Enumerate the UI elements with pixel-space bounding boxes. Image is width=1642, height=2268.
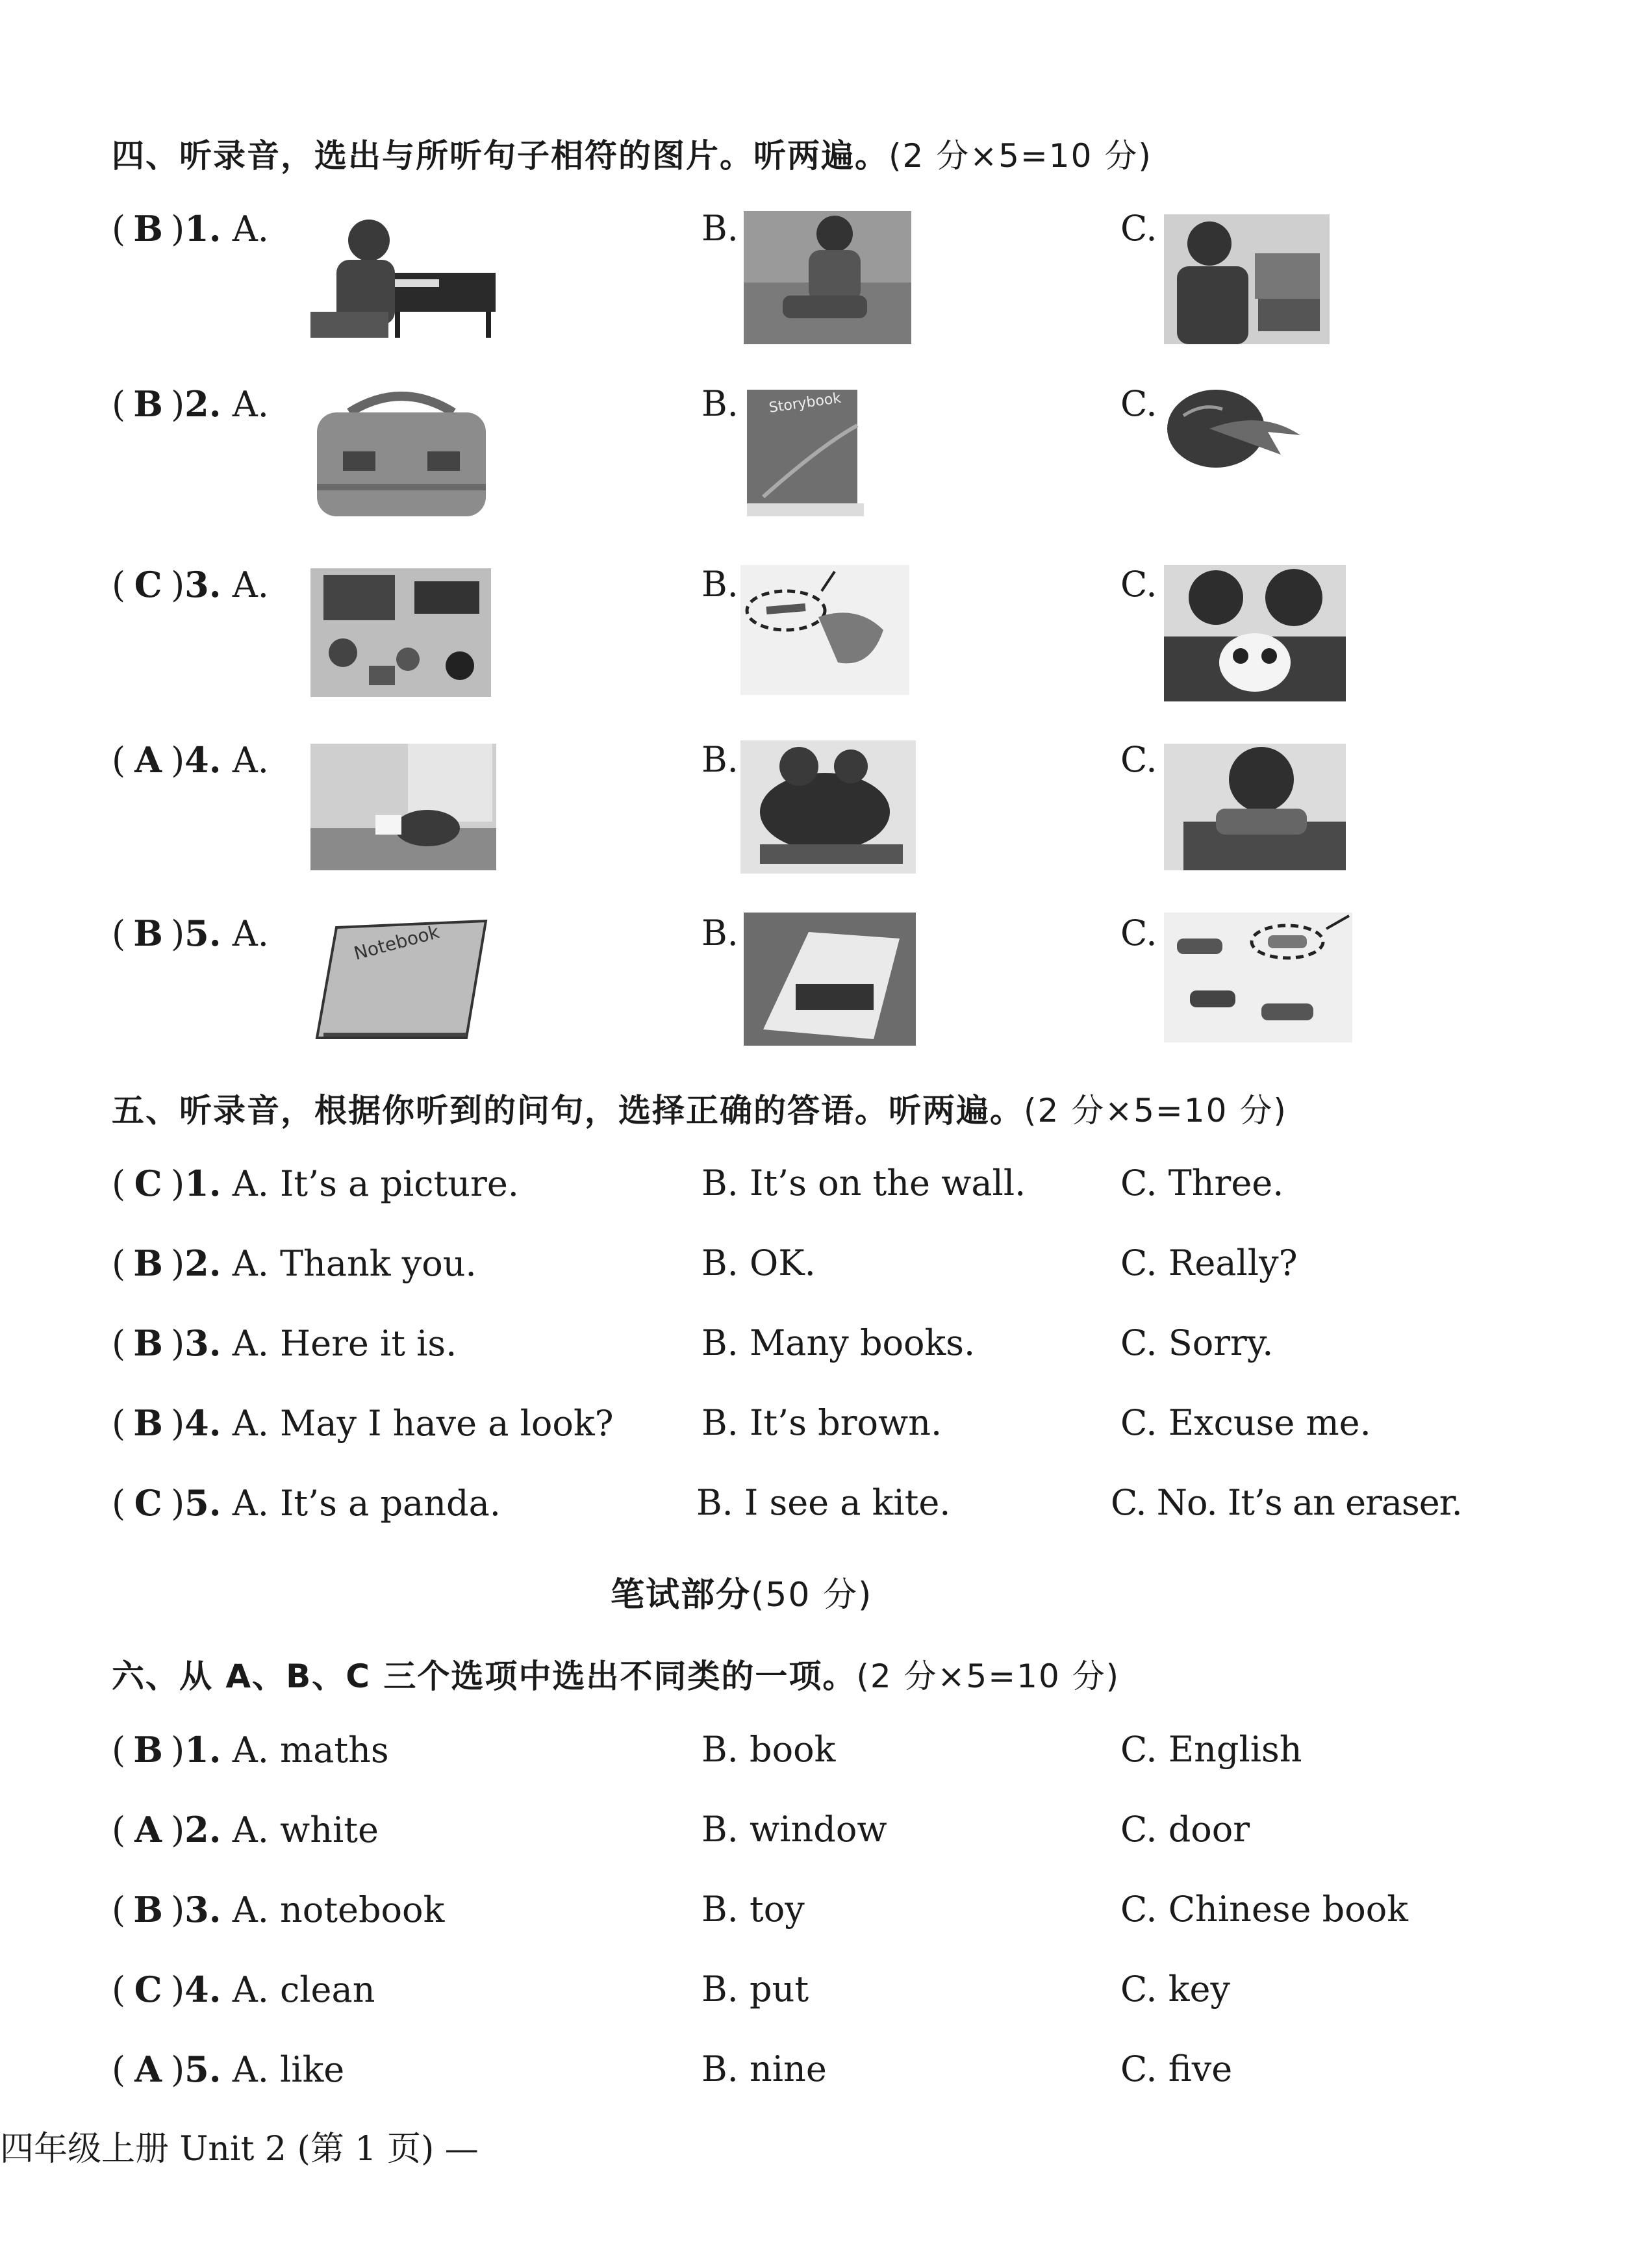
- option-a-label: A.: [232, 564, 269, 605]
- question-number: 4.: [184, 1402, 221, 1444]
- answer-mark: B: [133, 383, 163, 425]
- option-a: A. notebook: [232, 1889, 445, 1930]
- question-number: 2.: [184, 1809, 221, 1850]
- page-footer: 四年级上册 Unit 2 (第 1 页) —: [0, 2130, 479, 2169]
- answer-mark: C: [134, 1482, 162, 1524]
- answer-mark: C: [134, 1969, 162, 2010]
- s6-q3: ( B )3. A. notebook: [112, 1889, 445, 1930]
- answer-mark: B: [133, 1729, 163, 1770]
- answer-mark: C: [134, 564, 162, 605]
- s6-q4-option-c: C. key: [1120, 1969, 1230, 2010]
- s6-q1-option-c: C. English: [1120, 1729, 1302, 1770]
- s6-q3-option-b: B. toy: [701, 1889, 805, 1930]
- storybook-cover-text: Storybook: [768, 390, 842, 416]
- option-a-label: A.: [232, 384, 269, 425]
- boy-toy-box-image: [1164, 214, 1330, 344]
- option-a: A. Here it is.: [232, 1323, 457, 1364]
- cat-on-rug-image: [740, 740, 916, 874]
- s5-q4: ( B )4. A. May I have a look?: [112, 1402, 614, 1444]
- s6-q5: ( A )5. A. like: [112, 2048, 345, 2090]
- s5-q1-option-b: B. It’s on the wall.: [701, 1163, 1026, 1203]
- schoolbag-image: [310, 386, 492, 520]
- s6-q5-option-b: B. nine: [701, 2048, 827, 2089]
- question-number: 2.: [184, 1242, 221, 1284]
- written-part-title: [611, 1567, 872, 1616]
- question-number: 1.: [184, 1163, 221, 1204]
- s6-q2-option-b: B. window: [701, 1809, 887, 1850]
- s6-q1-option-b: B. book: [701, 1729, 836, 1770]
- s4-q2-b-label: B.: [701, 383, 739, 424]
- option-a-label: A.: [232, 740, 269, 781]
- s5-q4-option-c: C. Excuse me.: [1120, 1402, 1371, 1443]
- s4-q2-c-label: C.: [1120, 383, 1157, 424]
- s5-q3-option-c: C. Sorry.: [1120, 1322, 1274, 1363]
- question-number: 4.: [184, 739, 221, 781]
- s5-q5-option-c: C. No. It’s an eraser.: [1111, 1482, 1462, 1523]
- answer-mark: B: [133, 1322, 163, 1364]
- option-a-label: A.: [232, 913, 269, 954]
- s4-q5-b-label: B.: [701, 913, 739, 953]
- question-number: 3.: [184, 564, 221, 605]
- question-number: 1.: [184, 208, 221, 249]
- section6-heading: [112, 1650, 1120, 1697]
- toys-on-table-image: [310, 568, 491, 697]
- s5-q2: ( B )2. A. Thank you.: [112, 1242, 477, 1284]
- notebook-cover-text: Notebook: [351, 921, 442, 964]
- section6-score: (2 分×5=10 分): [856, 1657, 1120, 1695]
- section4-score: (2 分×5=10 分): [889, 137, 1152, 175]
- answer-mark: A: [134, 1809, 162, 1850]
- s4-q4: ( A )4. A.: [112, 739, 269, 781]
- s5-q1-option-c: C. Three.: [1120, 1163, 1284, 1203]
- girl-sitting-floor-image: [744, 211, 911, 344]
- piano-girl-image: [310, 214, 499, 338]
- written-title-text: 笔试部分: [611, 1576, 752, 1615]
- s4-q5-c-label: C.: [1120, 913, 1157, 953]
- girl-at-table-image: [1164, 744, 1346, 870]
- question-number: 4.: [184, 1969, 221, 2010]
- answer-mark: C: [134, 1163, 162, 1204]
- s4-q3-b-label: B.: [701, 564, 739, 605]
- circled-toys-image: [1164, 913, 1352, 1042]
- s4-q4-c-label: C.: [1120, 739, 1157, 780]
- answer-mark: B: [133, 208, 163, 249]
- s4-q1: ( B )1. A.: [112, 208, 269, 249]
- s6-q2: ( A )2. A. white: [112, 1809, 379, 1850]
- s5-q4-option-b: B. It’s brown.: [701, 1402, 942, 1443]
- answer-mark: B: [133, 1889, 163, 1930]
- s6-q4-option-b: B. put: [701, 1969, 809, 2010]
- s5-q5: ( C )5. A. It’s a panda.: [112, 1482, 501, 1524]
- answer-mark: B: [133, 913, 163, 954]
- option-a: A. May I have a look?: [232, 1403, 614, 1444]
- s4-q3: ( C )3. A.: [112, 564, 269, 605]
- s4-q5: ( B )5. A.: [112, 913, 269, 954]
- question-number: 1.: [184, 1729, 221, 1770]
- question-number: 3.: [184, 1322, 221, 1364]
- s4-q1-b-label: B.: [701, 208, 739, 249]
- fish-ball-image: [1164, 383, 1307, 474]
- s4-q2: ( B )2. A.: [112, 383, 269, 425]
- option-a: A. maths: [232, 1730, 389, 1770]
- section5-score: (2 分×5=10 分): [1024, 1092, 1287, 1129]
- option-a-label: A.: [232, 208, 269, 249]
- s4-q3-c-label: C.: [1120, 564, 1157, 605]
- section5-heading: [112, 1085, 1287, 1131]
- section6-heading-text: 六、从 A、B、C 三个选项中选出不同类的一项。: [112, 1657, 857, 1695]
- option-a: A. clean: [232, 1969, 375, 2010]
- question-number: 5.: [184, 2048, 221, 2090]
- s6-q5-option-c: C. five: [1120, 2048, 1233, 2089]
- s5-q3: ( B )3. A. Here it is.: [112, 1322, 457, 1364]
- answer-mark: B: [133, 1402, 163, 1444]
- section4-heading: [112, 130, 1152, 177]
- s5-q1: ( C )1. A. It’s a picture.: [112, 1163, 519, 1204]
- storybook-image: [744, 386, 867, 520]
- question-number: 5.: [184, 1482, 221, 1524]
- s6-q3-option-c: C. Chinese book: [1120, 1889, 1408, 1930]
- s6-q2-option-c: C. door: [1120, 1809, 1250, 1850]
- option-a: A. white: [232, 1809, 379, 1850]
- option-a: A. like: [232, 2049, 345, 2090]
- circled-item-image: [740, 565, 909, 695]
- s6-q1: ( B )1. A. maths: [112, 1729, 389, 1770]
- notebook-image: [310, 914, 496, 1044]
- answer-mark: A: [134, 2048, 162, 2090]
- s4-q4-b-label: B.: [701, 739, 739, 780]
- option-a: A. It’s a picture.: [232, 1163, 519, 1204]
- s5-q2-option-b: B. OK.: [701, 1242, 816, 1283]
- option-a: A. It’s a panda.: [232, 1483, 501, 1524]
- s6-q4: ( C )4. A. clean: [112, 1969, 375, 2010]
- question-number: 3.: [184, 1889, 221, 1930]
- answer-mark: B: [133, 1242, 163, 1284]
- picture-book-image: [744, 913, 916, 1046]
- two-girls-panda-image: [1164, 565, 1346, 701]
- written-score: (50 分): [751, 1576, 873, 1615]
- section4-heading-text: 四、听录音，选出与所听句子相符的图片。听两遍。: [112, 137, 889, 175]
- answer-mark: A: [134, 739, 162, 781]
- question-number: 5.: [184, 913, 221, 954]
- section5-heading-text: 五、听录音，根据你听到的问句，选择正确的答语。听两遍。: [112, 1092, 1024, 1129]
- s5-q5-option-b: B. I see a kite.: [696, 1482, 951, 1523]
- option-a: A. Thank you.: [232, 1243, 477, 1284]
- s4-q1-c-label: C.: [1120, 208, 1157, 249]
- question-number: 2.: [184, 383, 221, 425]
- cap-under-window-image: [310, 744, 496, 870]
- s5-q2-option-c: C. Really?: [1120, 1242, 1298, 1283]
- s5-q3-option-b: B. Many books.: [701, 1322, 976, 1363]
